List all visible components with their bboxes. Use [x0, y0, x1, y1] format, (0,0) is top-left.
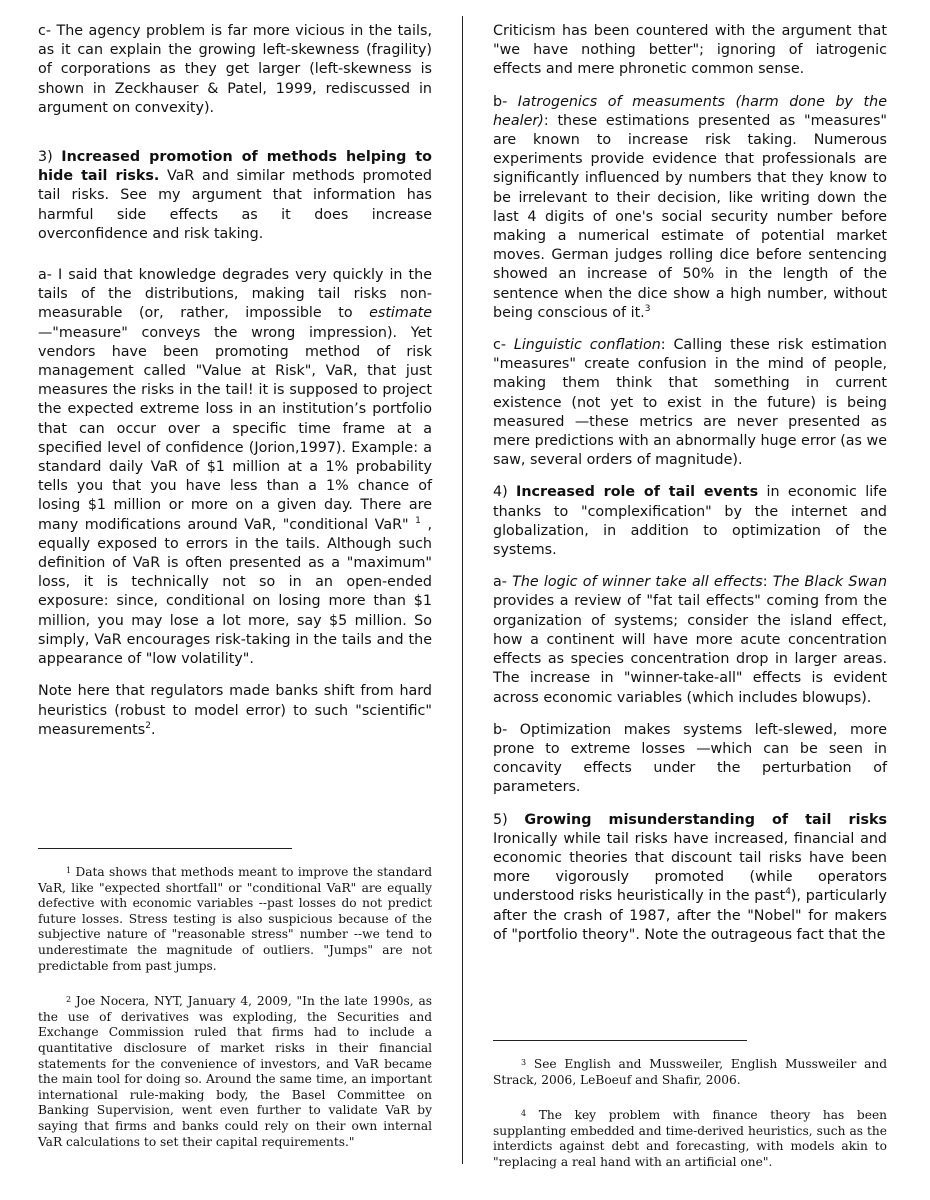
section-5-heading: Growing misunderstanding of tail risks	[524, 811, 887, 828]
section-3-text: VaR and similar methods promoted tail risks. See my argument that information has harmful side effects as it does increase overconfidence and risk taking.	[38, 168, 432, 242]
section-5-number: 5)	[493, 811, 525, 828]
section-3-paragraph	[38, 148, 432, 244]
conflation-italic: Linguistic conflation	[513, 337, 661, 354]
footnote-ref-3[interactable]: 3	[644, 304, 651, 315]
footnote-separator	[38, 848, 292, 849]
var-item-a-text-2: —"measure" conveys the wrong impression). Yet vendors have been promoting method of risk management called "Value at Risk", VaR, that just measures the risks in the tail! it is supposed to project the expected extreme loss in an institution’s portfolio that can occur over a specific time frame at a specified level of confidence (Jorion,1997). Example: a standard daily VaR of $1 million at a 1% probability tells you that you have less than a 1% chance of losing $1 million or more on a given day. There are many modifications around VaR, "conditional VaR"	[38, 324, 432, 533]
winner-text: provides a review of "fat tail effects" coming from the organization of systems; consider the island effect, how a continent will have more acute concentration effects as species concentration drop in larger areas. The increase in "winner-take-all" effects is evident across economic variables (which includes blowups).	[493, 593, 887, 706]
section-5-paragraph	[493, 811, 887, 945]
left-footnotes	[38, 848, 432, 1168]
footnote-2-number: 2	[66, 995, 72, 1005]
agency-problem-item: c- The agency problem is far more vicious in the tails, as it can explain the growing left-skewness (fragility) of corporations as they get larger (left-skewness is shown in Zeckhauser & Patel, 1999, rediscussed in argument on convexity).	[38, 23, 432, 116]
footnote-3-number: 3	[521, 1058, 527, 1067]
conflation-text: : Calling these risk estimation "measures" create confusion in the mind of people, making them think that something in current existence (not yet to exist in the future) is being measured —these metrics are never presented as mere predictions with an abnormally huge error (as we saw, several orders of magnitude).	[493, 337, 888, 469]
section-5-text-2: ), particularly after the crash of 1987, after the "Nobel" for makers of "portfolio theory". Note the outrageous fact that the	[493, 888, 887, 943]
footnote-4	[493, 1106, 887, 1170]
footnote-2	[38, 992, 432, 1150]
footnote-4-number: 4	[521, 1109, 527, 1119]
footnote-ref-1[interactable]: 1	[415, 515, 421, 526]
var-item-a-italic: estimate	[369, 305, 432, 322]
regulators-note	[38, 682, 432, 740]
winner-prefix: a-	[493, 574, 513, 591]
iatrogenics-item-b	[493, 93, 887, 323]
optimization-item-b: b- Optimization makes systems left-slewed, more prone to extreme losses —which can be seen in concavity effects under the perturbation of parameters.	[493, 721, 887, 796]
winner-italic-title: The logic of winner take all effects	[512, 574, 763, 591]
conflation-prefix: c-	[493, 337, 514, 354]
regulators-note-text: Note here that regulators made banks shift from hard heuristics (robust to model error) to such "scientific" measurements	[38, 683, 432, 738]
regulators-note-end: .	[150, 721, 156, 738]
black-swan-title: The Black Swan	[772, 574, 888, 591]
right-column	[493, 22, 888, 1169]
section-5-text-1: Ironically while tail risks have increased, financial and economic theories that discount tail risks have been more vigorously promoted (while operators understood risks heuristically in the past	[493, 830, 887, 905]
footnote-ref-4[interactable]: 4	[785, 887, 791, 898]
iatrogenics-italic: Iatrogenics of measuments (harm done by the healer)	[493, 93, 888, 129]
linguistic-conflation-item-c	[493, 336, 887, 470]
footnote-4-text: The key problem with finance theory has been supplanting embedded and time-derived heuristics, such as the interdicts against debt and forecasting, with models akin to "replacing a real hand with an artificial one".	[493, 1108, 888, 1169]
footnote-3	[493, 1055, 887, 1088]
footnote-1-number: 1	[66, 866, 72, 875]
left-column	[38, 22, 433, 1149]
section-4-heading: Increased role of tail events	[516, 484, 759, 501]
footnote-1-text: Data shows that methods meant to improve the standard VaR, like "expected shortfall" or "conditional VaR" are equally defective with economic variables --past losses do not predict future losses. Stress testing is also suspicious because of the subjective nature of "reasonable stress" number --we tend to underestimate the magnitude of outliers. "Jumps" are not predictable from past jumps.	[38, 865, 432, 973]
var-item-a-text-1: a- I said that knowledge degrades very quickly in the tails of the distributions, making tail risks non-measurable (or, rather, impossible to	[38, 267, 432, 322]
iatrogenics-prefix: b-	[493, 93, 518, 110]
footnote-separator	[493, 1040, 747, 1041]
section-4-text: in economic life thanks to "complexification" by the internet and globalization, in addition to optimization of the systems.	[493, 484, 887, 559]
iatrogenics-text: : these estimations presented as "measures" are known to increase risk taking. Numerous experiments provide evidence that professionals are significantly influenced by numbers that they know to be irrelevant to their decision, like writing down the last 4 digits of one's social security number before making a numerical estimate of potential market moves. German judges rolling dice before sentencing showed an increase of 50% in the length of the sentence when the dice show a high number, without being conscious of it.	[493, 112, 887, 321]
section-3-number: 3)	[38, 149, 62, 166]
var-item-a	[38, 266, 432, 669]
criticism-paragraph: Criticism has been countered with the argument that "we have nothing better"; ignoring of iatrogenic effects and mere phronetic common sense.	[493, 23, 887, 78]
right-footnotes	[493, 1040, 887, 1189]
footnote-ref-2[interactable]: 2	[145, 720, 151, 731]
section-3-heading: Increased promotion of methods helping to hide tail risks.	[38, 149, 433, 185]
section-4-number: 4)	[493, 484, 517, 501]
footnote-1	[38, 863, 432, 974]
var-item-a-text-3: , equally exposed to errors in the tails. Although such definition of VaR is often presented as a "maximum" loss, it is technically not so in an open-ended exposure: since, conditional on losing more than $1 million, you may lose a lot more, say $5 million. So simply, VaR encourages risk-taking in the tails and the appearance of "low volatility".	[38, 516, 432, 668]
winner-take-all-item-a	[493, 573, 887, 707]
winner-colon: :	[762, 574, 773, 591]
section-4-paragraph	[493, 483, 887, 560]
footnote-2-text: Joe Nocera, NYT, January 4, 2009, "In the late 1990s, as the use of derivatives was exploding, the Securities and Exchange Commission ruled that firms had to include a quantitative disclosure of market risks in their financial statements for the convenience of investors, and VaR became the main tool for doing so. Around the same time, an important international rule-making body, the Basel Committee on Banking Supervision, went even further to validate VaR by saying that firms and banks could rely on their own internal VaR calculations to set their capital requirements."	[38, 994, 432, 1149]
footnote-3-text: See English and Mussweiler, English Mussweiler and Strack, 2006, LeBoeuf and Shafir, 2006.	[493, 1057, 887, 1087]
column-divider	[462, 16, 463, 1164]
